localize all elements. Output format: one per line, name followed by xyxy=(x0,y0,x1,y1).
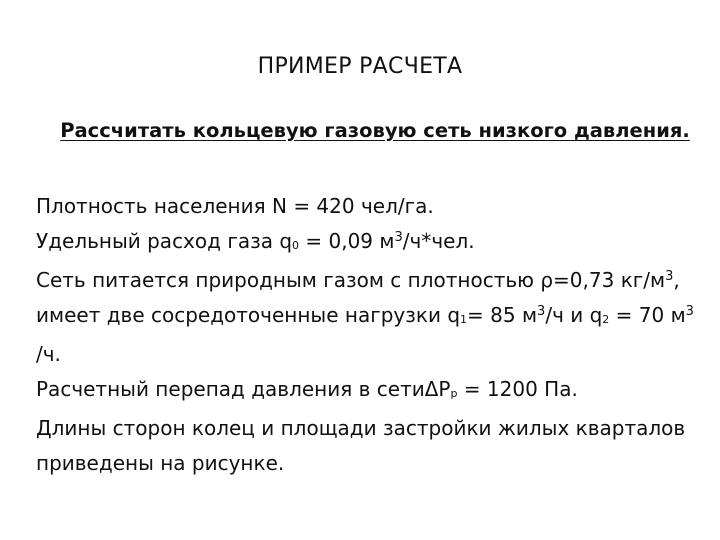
load-one-value: = 85 м xyxy=(467,303,538,327)
gas-consumption-value: = 0,09 м xyxy=(299,229,395,253)
slide-title: ПРИМЕР РАСЧЕТА xyxy=(257,54,463,79)
pressure-drop-line xyxy=(36,372,696,411)
task-heading: Рассчитать кольцевую газовую сеть низкого давления. xyxy=(60,119,690,142)
superscript: 3 xyxy=(394,230,403,245)
superscript: 3 xyxy=(665,269,674,284)
load-two-value: = 70 м xyxy=(609,303,686,327)
load-two-label: /ч и q xyxy=(545,303,603,327)
subscript: 1 xyxy=(460,313,468,326)
gas-consumption-unit: /ч*чел. xyxy=(402,229,475,253)
superscript: 3 xyxy=(537,304,546,319)
network-supply-line xyxy=(36,263,696,372)
population-density-text: Плотность населения N = 420 чел/га. xyxy=(36,194,434,218)
network-supply-text: Сеть питается природным газом с плотностью ρ=0,73 кг/м xyxy=(36,268,666,292)
task-body xyxy=(36,189,696,481)
gas-consumption-line xyxy=(36,224,696,263)
ring-lengths-line xyxy=(36,411,696,481)
pressure-drop-value: = 1200 Па. xyxy=(457,377,578,401)
subscript: p xyxy=(450,387,458,400)
ring-lengths-text: Длины сторон колец и площади застройки жилых кварталов приведены на рисунке. xyxy=(36,416,686,475)
network-loads-text: , имеет две сосредоточенные нагрузки q xyxy=(36,268,680,327)
superscript: 3 xyxy=(685,304,694,319)
subscript: 2 xyxy=(602,313,610,326)
subscript: 0 xyxy=(292,239,300,252)
load-two-unit: /ч. xyxy=(36,342,61,366)
population-density-line xyxy=(36,189,696,224)
gas-consumption-text: Удельный расход газа q xyxy=(36,229,293,253)
pressure-drop-text: Расчетный перепад давления в сетиΔP xyxy=(36,377,451,401)
